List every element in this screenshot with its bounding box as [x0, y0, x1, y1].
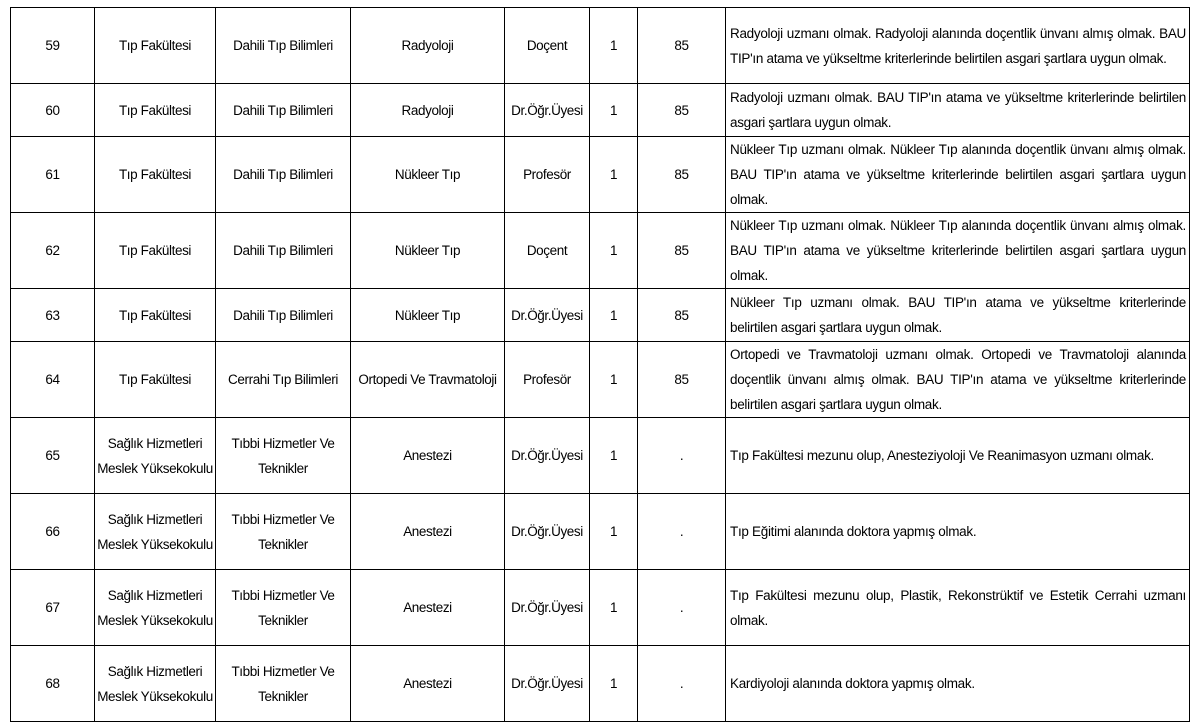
score-cell: 85 [638, 84, 726, 137]
unit-cell: Tıp Fakültesi [95, 289, 216, 342]
field-cell: Anestezi [351, 646, 505, 722]
score-cell: . [638, 646, 726, 722]
title-cell: Dr.Öğr.Üyesi [505, 570, 590, 646]
unit-cell: Sağlık Hizmetleri Meslek Yüksekokulu [95, 494, 216, 570]
requirements-cell: Ortopedi ve Travmatoloji uzmanı olmak. Ortopedi ve Travmatoloji alanında doçentlik ünvanı almış olmak. BAU TIP'ın atama ve yükseltme kriterlerinde belirtilen asgari şartlara uygun olmak. [726, 342, 1190, 418]
positions-table-body [11, 8, 1190, 722]
department-cell: Tıbbi Hizmetler Ve Teknikler [216, 646, 351, 722]
row-number: 63 [11, 289, 95, 342]
field-cell: Radyoloji [351, 8, 505, 84]
department-cell: Cerrahi Tıp Bilimleri [216, 342, 351, 418]
unit-cell: Tıp Fakültesi [95, 213, 216, 289]
unit-cell: Sağlık Hizmetleri Meslek Yüksekokulu [95, 570, 216, 646]
department-cell: Tıbbi Hizmetler Ve Teknikler [216, 570, 351, 646]
field-cell: Ortopedi Ve Travmatoloji [351, 342, 505, 418]
department-cell: Dahili Tıp Bilimleri [216, 8, 351, 84]
row-number: 64 [11, 342, 95, 418]
score-cell: 85 [638, 213, 726, 289]
department-cell: Tıbbi Hizmetler Ve Teknikler [216, 494, 351, 570]
department-cell: Tıbbi Hizmetler Ve Teknikler [216, 418, 351, 494]
title-cell: Dr.Öğr.Üyesi [505, 84, 590, 137]
count-cell: 1 [590, 84, 638, 137]
field-cell: Anestezi [351, 418, 505, 494]
score-cell: 85 [638, 137, 726, 213]
requirements-cell: Nükleer Tıp uzmanı olmak. Nükleer Tıp alanında doçentlik ünvanı almış olmak. BAU TIP'ın atama ve yükseltme kriterlerinde belirtilen asgari şartlara uygun olmak. [726, 137, 1190, 213]
unit-cell: Tıp Fakültesi [95, 84, 216, 137]
count-cell: 1 [590, 289, 638, 342]
count-cell: 1 [590, 8, 638, 84]
unit-cell: Tıp Fakültesi [95, 137, 216, 213]
score-cell: 85 [638, 289, 726, 342]
field-cell: Anestezi [351, 570, 505, 646]
row-number: 66 [11, 494, 95, 570]
row-number: 62 [11, 213, 95, 289]
department-cell: Dahili Tıp Bilimleri [216, 289, 351, 342]
row-number: 65 [11, 418, 95, 494]
table-row [11, 418, 1190, 494]
table-row [11, 646, 1190, 722]
field-cell: Nükleer Tıp [351, 137, 505, 213]
score-cell: . [638, 418, 726, 494]
row-number: 68 [11, 646, 95, 722]
field-cell: Anestezi [351, 494, 505, 570]
unit-cell: Sağlık Hizmetleri Meslek Yüksekokulu [95, 646, 216, 722]
field-cell: Nükleer Tıp [351, 213, 505, 289]
count-cell: 1 [590, 137, 638, 213]
row-number: 60 [11, 84, 95, 137]
count-cell: 1 [590, 342, 638, 418]
count-cell: 1 [590, 494, 638, 570]
title-cell: Doçent [505, 213, 590, 289]
unit-cell: Tıp Fakültesi [95, 8, 216, 84]
positions-table [10, 7, 1190, 722]
title-cell: Dr.Öğr.Üyesi [505, 289, 590, 342]
requirements-cell: Radyoloji uzmanı olmak. Radyoloji alanında doçentlik ünvanı almış olmak. BAU TIP'ın atama ve yükseltme kriterlerinde belirtilen asgari şartlara uygun olmak. [726, 8, 1190, 84]
table-row [11, 137, 1190, 213]
unit-cell: Sağlık Hizmetleri Meslek Yüksekokulu [95, 418, 216, 494]
row-number: 59 [11, 8, 95, 84]
table-row [11, 494, 1190, 570]
field-cell: Radyoloji [351, 84, 505, 137]
score-cell: 85 [638, 342, 726, 418]
table-row [11, 84, 1190, 137]
requirements-cell: Kardiyoloji alanında doktora yapmış olmak. [726, 646, 1190, 722]
field-cell: Nükleer Tıp [351, 289, 505, 342]
count-cell: 1 [590, 418, 638, 494]
count-cell: 1 [590, 646, 638, 722]
requirements-cell: Radyoloji uzmanı olmak. BAU TIP'ın atama ve yükseltme kriterlerinde belirtilen asgari şartlara uygun olmak. [726, 84, 1190, 137]
title-cell: Profesör [505, 342, 590, 418]
row-number: 67 [11, 570, 95, 646]
department-cell: Dahili Tıp Bilimleri [216, 84, 351, 137]
department-cell: Dahili Tıp Bilimleri [216, 137, 351, 213]
table-row [11, 8, 1190, 84]
department-cell: Dahili Tıp Bilimleri [216, 213, 351, 289]
count-cell: 1 [590, 570, 638, 646]
requirements-cell: Tıp Fakültesi mezunu olup, Plastik, Rekonstrüktif ve Estetik Cerrahi uzmanı olmak. [726, 570, 1190, 646]
table-row [11, 342, 1190, 418]
requirements-cell: Tıp Fakültesi mezunu olup, Anesteziyoloji Ve Reanimasyon uzmanı olmak. [726, 418, 1190, 494]
row-number: 61 [11, 137, 95, 213]
table-row [11, 289, 1190, 342]
title-cell: Dr.Öğr.Üyesi [505, 418, 590, 494]
requirements-cell: Tıp Eğitimi alanında doktora yapmış olmak. [726, 494, 1190, 570]
title-cell: Dr.Öğr.Üyesi [505, 646, 590, 722]
score-cell: . [638, 494, 726, 570]
requirements-cell: Nükleer Tıp uzmanı olmak. Nükleer Tıp alanında doçentlik ünvanı almış olmak. BAU TIP'ın atama ve yükseltme kriterlerinde belirtilen asgari şartlara uygun olmak. [726, 213, 1190, 289]
score-cell: 85 [638, 8, 726, 84]
title-cell: Dr.Öğr.Üyesi [505, 494, 590, 570]
unit-cell: Tıp Fakültesi [95, 342, 216, 418]
requirements-cell: Nükleer Tıp uzmanı olmak. BAU TIP'ın atama ve yükseltme kriterlerinde belirtilen asgari şartlara uygun olmak. [726, 289, 1190, 342]
table-row [11, 213, 1190, 289]
title-cell: Doçent [505, 8, 590, 84]
title-cell: Profesör [505, 137, 590, 213]
table-row [11, 570, 1190, 646]
score-cell: . [638, 570, 726, 646]
count-cell: 1 [590, 213, 638, 289]
